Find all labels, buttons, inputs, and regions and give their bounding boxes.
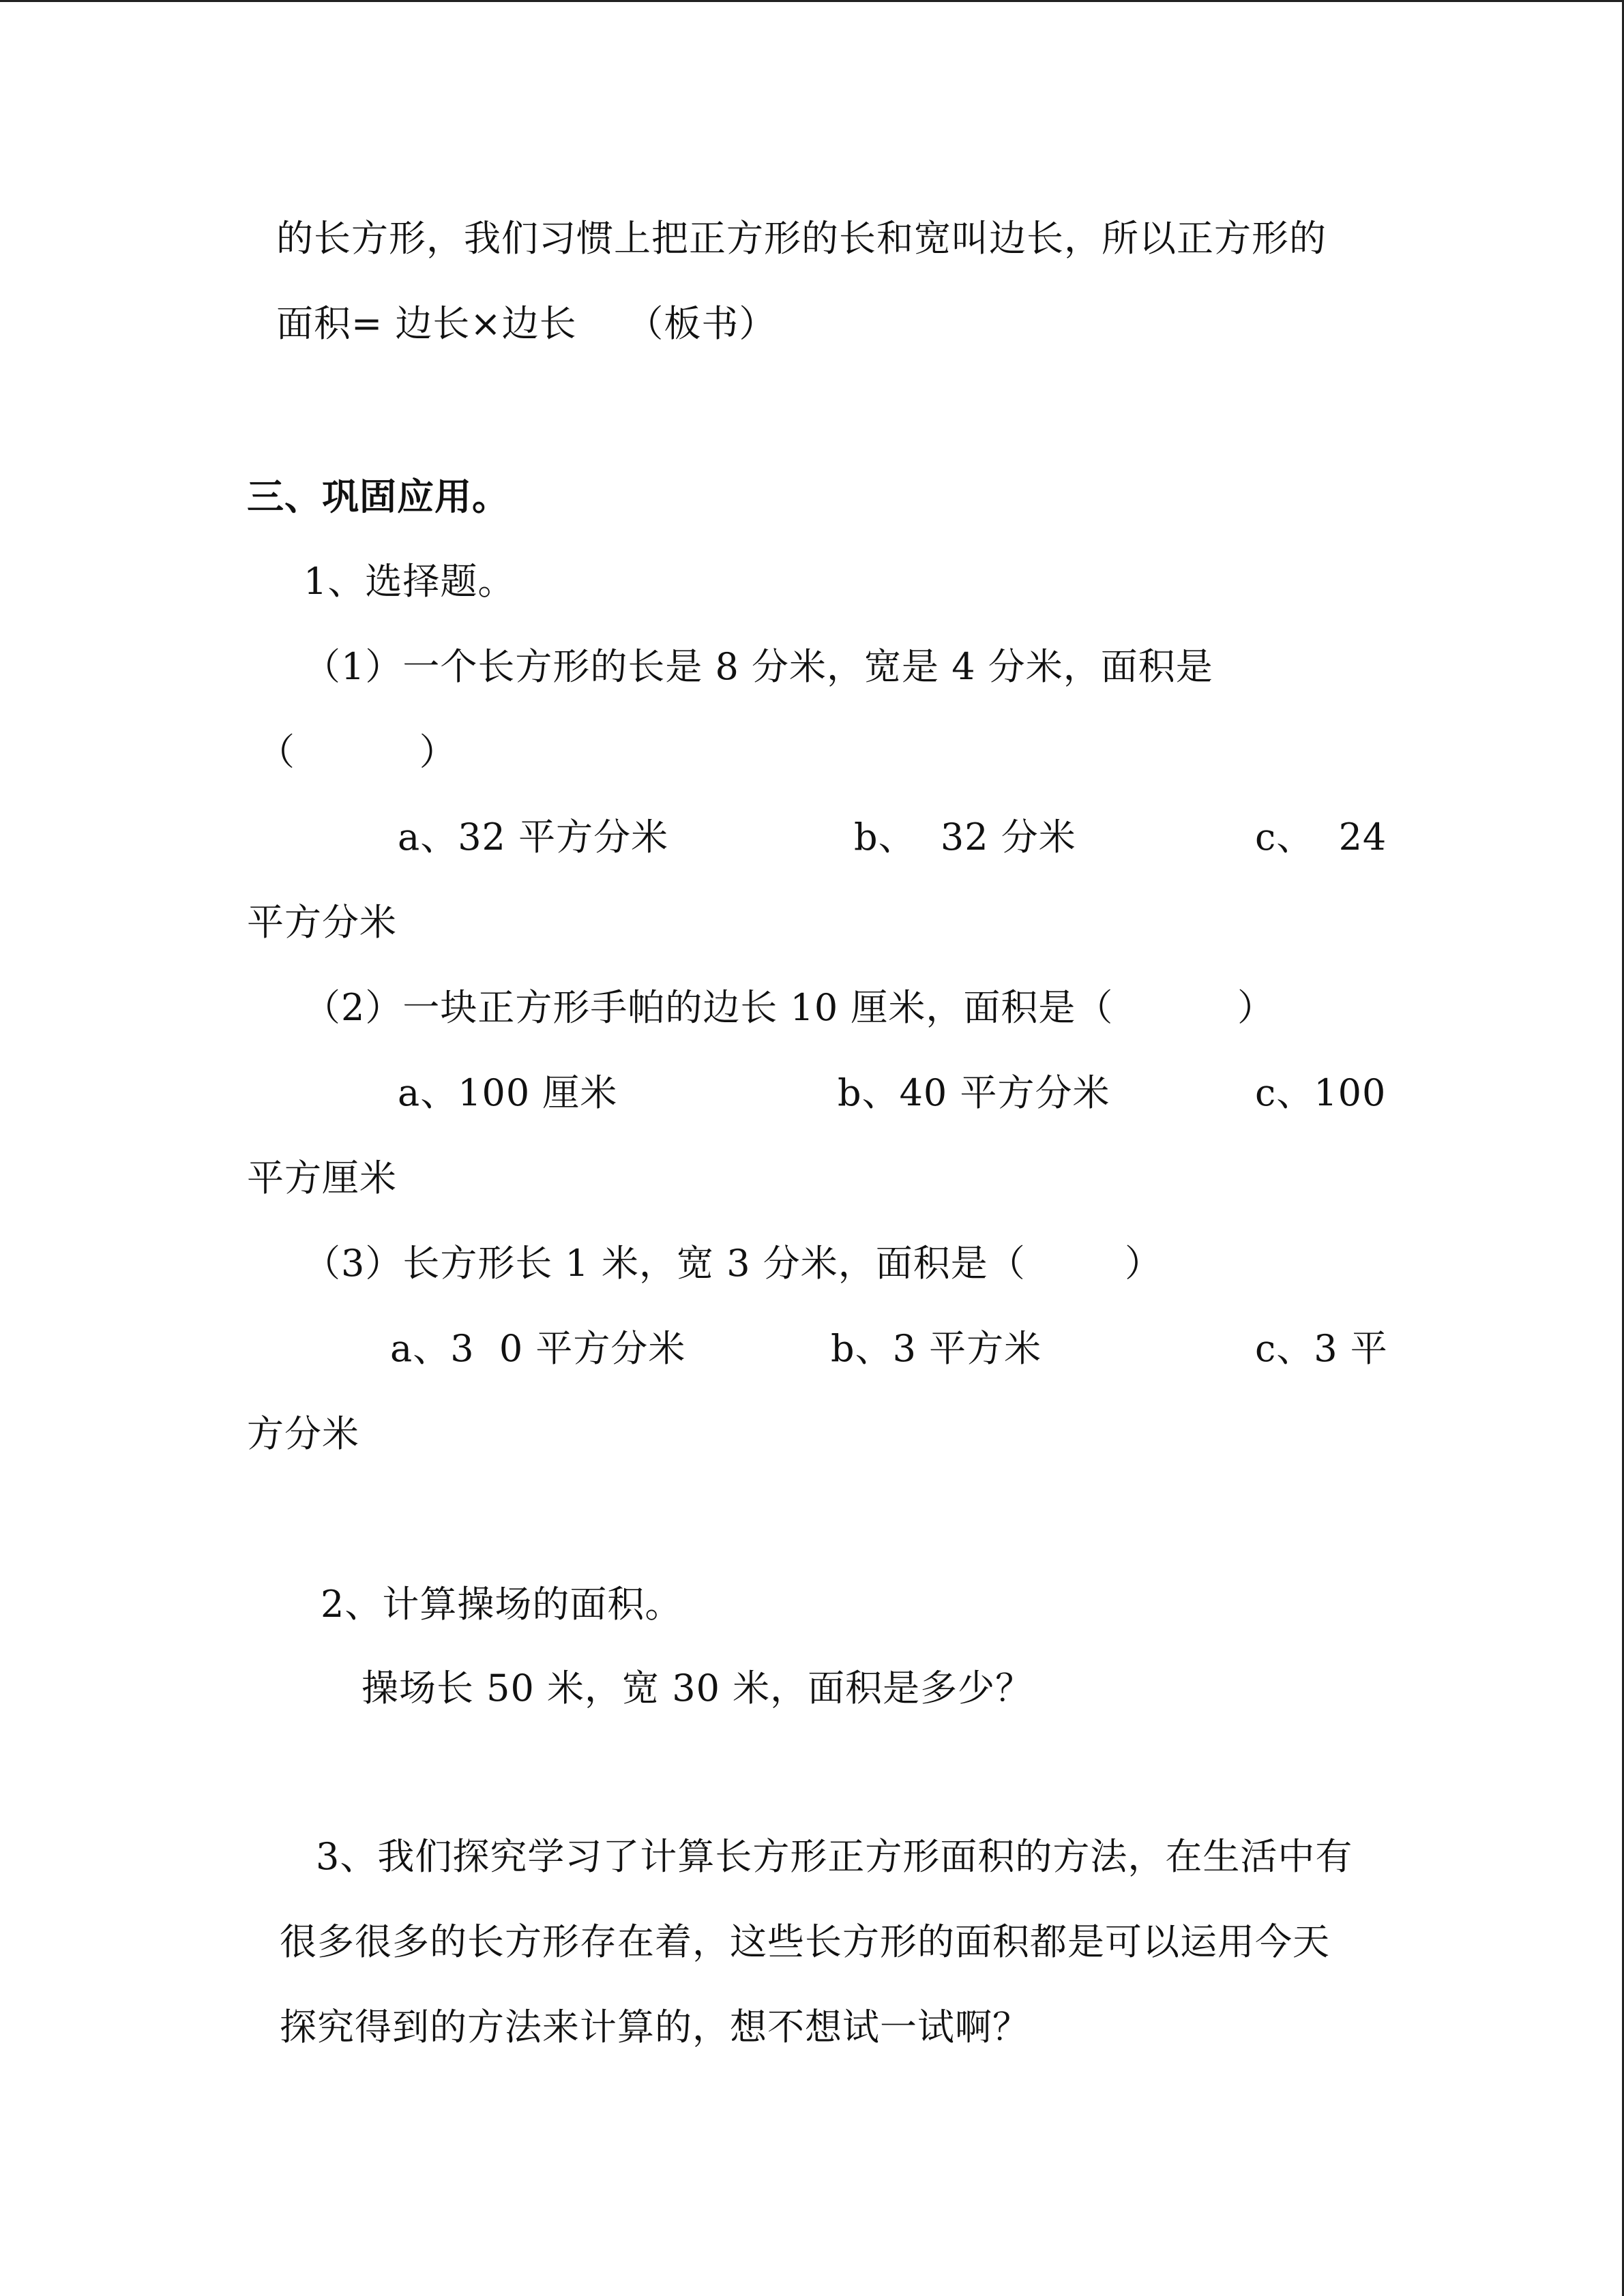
question-1-2-stem: （2）一块正方形手帕的边长 10 厘米，面积是（ ） xyxy=(304,986,1275,1029)
question-1-3-option-b: b、3 平方米 xyxy=(831,1327,1042,1370)
intro-line-1: 的长方形，我们习惯上把正方形的长和宽叫边长，所以正方形的 xyxy=(276,217,1327,260)
question-1-2-option-b: b、40 平方分米 xyxy=(838,1071,1110,1114)
question-1-3-option-c-continued: 方分米 xyxy=(247,1412,359,1455)
question-1-title: 1、选择题。 xyxy=(304,560,516,603)
question-1-2-option-c: c、100 xyxy=(1255,1071,1387,1114)
question-1-2-option-a: a、100 厘米 xyxy=(398,1071,618,1114)
question-1-1-option-c-continued: 平方分米 xyxy=(247,901,397,944)
question-1-1-blank: （ ） xyxy=(258,730,457,773)
question-2-text: 操场长 50 米，宽 30 米，面积是多少？ xyxy=(361,1667,1033,1710)
question-1-1-option-b: b、 32 分米 xyxy=(854,816,1076,859)
question-1-3-option-a: a、3 0 平方分米 xyxy=(390,1327,686,1370)
page-top-border xyxy=(0,0,1624,2)
question-3-line-3: 探究得到的方法来计算的，想不想试一试啊？ xyxy=(280,2006,1030,2048)
question-1-3-stem: （3）长方形长 1 米，宽 3 分米，面积是（ ） xyxy=(304,1242,1163,1285)
intro-line-2: 面积= 边长×边长 （板书） xyxy=(276,302,777,345)
question-1-1-option-c: c、 24 xyxy=(1255,816,1387,859)
question-1-1-option-a: a、32 平方分米 xyxy=(398,816,669,859)
question-1-2-option-c-continued: 平方厘米 xyxy=(247,1157,397,1199)
question-2-title: 2、计算操场的面积。 xyxy=(321,1583,683,1626)
question-1-3-option-c: c、3 平 xyxy=(1255,1327,1388,1370)
question-3-line-1: 3、我们探究学习了计算长方形正方形面积的方法，在生活中有 xyxy=(316,1835,1353,1878)
section-heading: 三、巩固应用。 xyxy=(247,475,510,518)
question-3-line-2: 很多很多的长方形存在着，这些长方形的面积都是可以运用今天 xyxy=(280,1920,1330,1963)
question-1-1-stem: （1）一个长方形的长是 8 分米，宽是 4 分米，面积是 xyxy=(304,645,1213,688)
